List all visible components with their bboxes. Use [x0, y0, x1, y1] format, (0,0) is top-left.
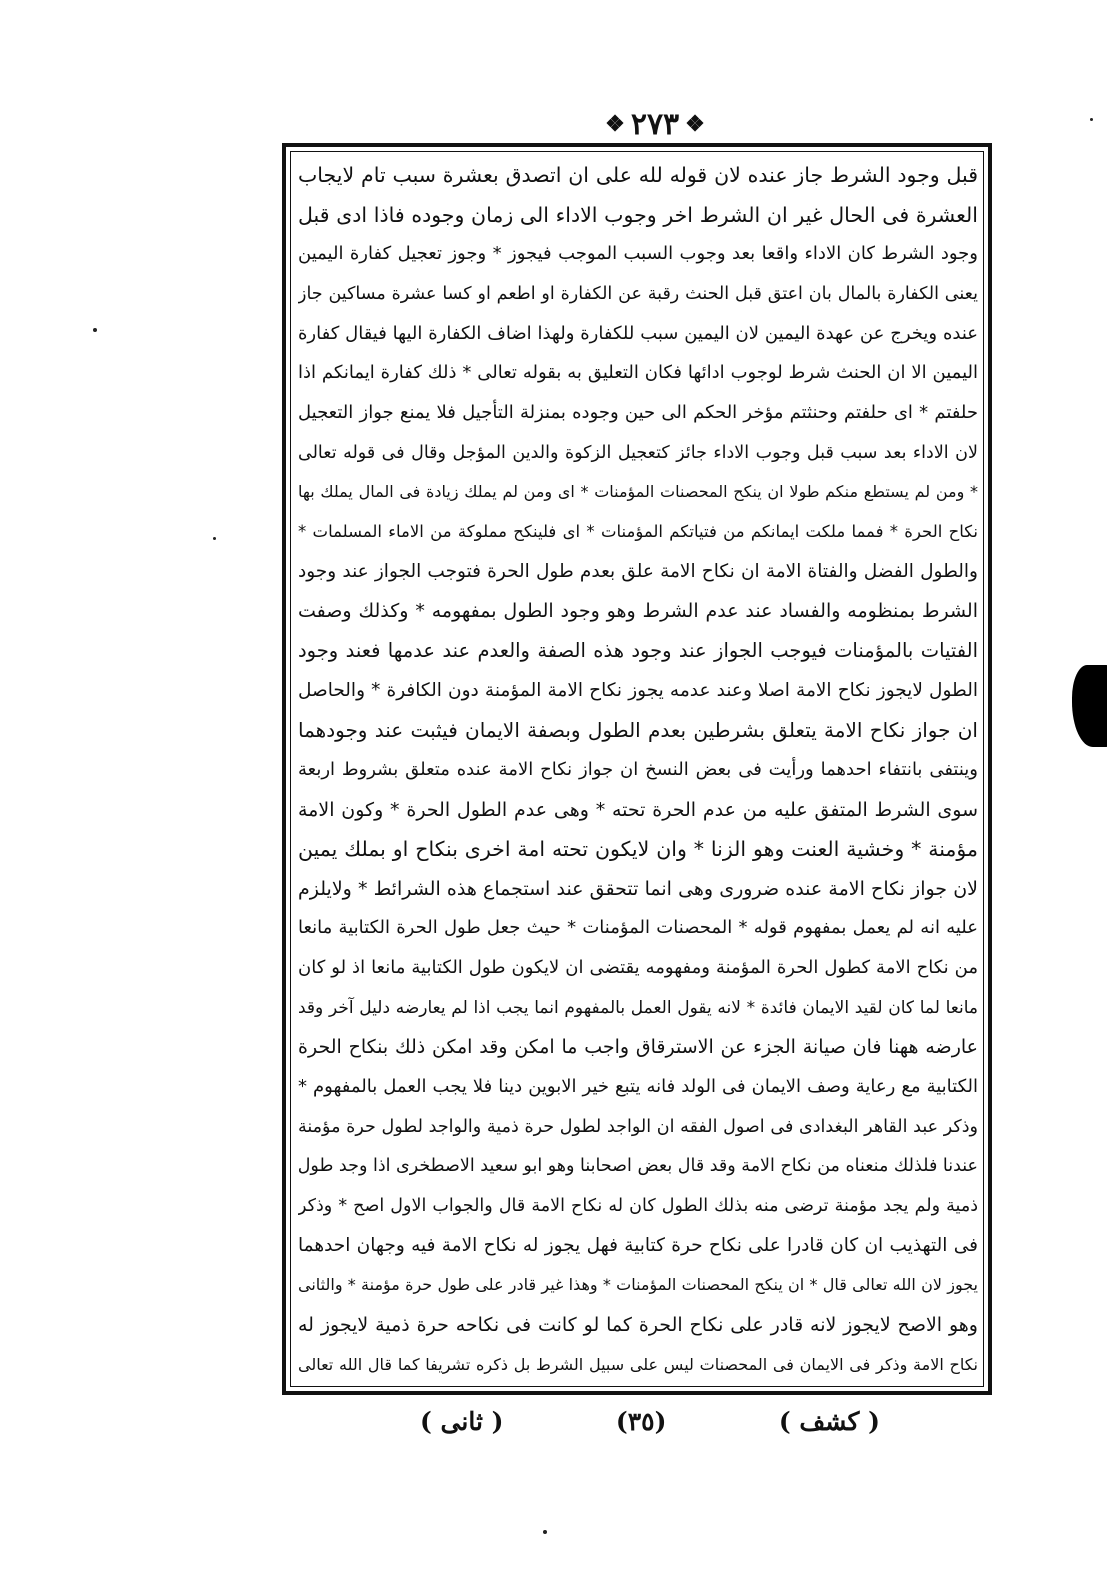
text-line: لان جواز نكاح الامة عنده ضروری وهی انما تتحقق عند استجماع هذه الشرائط * ولايلزم — [298, 877, 978, 900]
scan-speck — [93, 328, 97, 332]
scan-speck — [213, 537, 216, 540]
text-body — [298, 156, 978, 1384]
text-line: لان الاداء بعد سبب قبل وجوب الاداء جائز كتعجيل الزكوة والدين المؤجل وقال فی قوله تعالی — [298, 442, 978, 463]
text-line: وهو الاصح لايجوز لانه قادر علی نكاح الحرة كما لو كانت فی نكاحه حرة ذمية لايجوز له — [298, 1314, 978, 1337]
text-line: مؤمنة * وخشية العنت وهو الزنا * وان لايكون تحته امة اخری بنكاح او بملك يمين — [298, 837, 978, 862]
text-line: وجود الشرط كان الاداء واقعا بعد وجوب السبب الموجب فيجوز * وجوز تعجيل كفارة اليمين — [298, 243, 978, 265]
text-line: عنده ويخرج عن عهدة اليمين لان اليمين سبب للكفارة ولهذا اضاف الكفارة اليها فيقال كفارة — [298, 322, 978, 344]
text-line: الطول لايجوز نكاح الامة اصلا وعند عدمه يجوز نكاح الامة المؤمنة دون الكافرة * والحاصل — [298, 679, 978, 701]
text-line: نكاح الامة وذكر فی الايمان فی المحصنات ليس علی سبيل الشرط بل ذكره تشريفا كما قال الله تعالی — [298, 1354, 978, 1374]
text-line: ان جواز نكاح الامة يتعلق بشرطين بعدم الطول وبصفة الايمان فيثبت عند وجودهما — [298, 718, 978, 743]
text-line: نكاح الحرة * فمما ملكت ايمانكم من فتياتكم المؤمنات * ای فلينكح مملوكة من الاماء المسلمات * — [298, 521, 978, 541]
text-line: وذكر عبد القاهر البغدادی فی اصول الفقه ان الواجد لطول حرة ذمية والواجد لطول حرة مؤمنة — [298, 1116, 978, 1137]
page-number — [600, 104, 710, 144]
page-number-text: ٢٧٣ — [630, 106, 680, 142]
text-line: الكتابية مع رعاية وصف الايمان فی الولد فانه يتبع خير الابوين دينا فلا يجب العمل بالمفهوم * — [298, 1076, 978, 1098]
ink-blot — [1072, 665, 1107, 747]
scan-speck — [1090, 118, 1093, 121]
text-line: سوی الشرط المتفق عليه من عدم الحرة تحته * وهی عدم الطول الحرة * وكون الامة — [298, 798, 978, 821]
ornament-right-icon: ❖ — [685, 111, 705, 137]
text-line: يعنی الكفارة بالمال بان اعتق قبل الحنث رقبة عن الكفارة او اطعم او كسا عشرة مساكين جاز — [298, 283, 978, 304]
scan-speck — [543, 1530, 547, 1534]
text-line: الفتيات بالمؤمنات فيوجب الجواز عند وجود هذه الصفة والعدم عند عدمها فعند وجود — [298, 638, 978, 662]
text-line: وينتفی بانتفاء احدهما ورأيت فی بعض النسخ ان جواز نكاح الامة عنده متعلق بشروط اربعة — [298, 758, 978, 780]
footer — [420, 1400, 880, 1442]
footer-book-title: ( كشف ) — [778, 1406, 880, 1436]
footer-volume: ( ثانی ) — [420, 1406, 504, 1436]
text-line: عندنا فلذلك منعناه من نكاح الامة وقد قال بعض اصحابنا وهو ابو سعيد الاصطخری اذا وجد طول — [298, 1156, 978, 1177]
text-line: الشرط بمنظومه والفساد عند عدم الشرط وهو وجود الطول بمفهومه * وكذلك وصفت — [298, 600, 978, 623]
ornament-left-icon: ❖ — [605, 111, 625, 137]
footer-sheet-number: (٣٥) — [615, 1406, 667, 1436]
text-line: فی التهذيب ان كان قادرا علی نكاح حرة كتابية فهل يجوز له نكاح الامة فيه وجهان احدهما — [298, 1234, 978, 1256]
text-line: عليه انه لم يعمل بمفهوم قوله * المحصنات المؤمنات * حيث جعل طول الحرة الكتابية مانعا — [298, 917, 978, 939]
text-line: من نكاح الامة كطول الحرة المؤمنة ومفهومه يقتضی ان لايكون طول الكتابية مانعا اذ لو كان — [298, 957, 978, 979]
text-line: * ومن لم يستطع منكم طولا ان ينكح المحصنات المؤمنات * ای ومن لم يملك زيادة فی المال يملك بها — [298, 482, 978, 502]
text-line: اليمين الا ان الحنث شرط لوجوب ادائها فكان التعليق به بقوله تعالی * ذلك كفارة ايمانكم اذا — [298, 362, 978, 384]
text-line: العشرة فی الحال غير ان الشرط اخر وجوب الاداء الی زمان وجوده فاذا ادی قبل — [298, 202, 978, 227]
text-line: ذمية ولم يجد مؤمنة ترضی منه بذلك الطول كان له نكاح الامة قال والجواب الاول اصح * وذكر — [298, 1196, 978, 1217]
text-line: يجوز لان الله تعالی قال * ان ينكح المحصنات المؤمنات * وهذا غير قادر علی طول حرة مؤمنة * والثانی — [298, 1275, 978, 1295]
text-line: عارضه ههنا فان صيانة الجزء عن الاسترقاق واجب ما امكن وقد امكن ذلك بنكاح الحرة — [298, 1036, 978, 1059]
text-line: والطول الفضل والفتاة الامة ان نكاح الامة علق بعدم طول الحرة فتوجب الجواز عند وجود — [298, 560, 978, 582]
text-line: مانعا لما كان لقيد الايمان فائدة * لانه يقول العمل بالمفهوم انما يجب اذا لم يعارضه دليل آخر وقد — [298, 997, 978, 1018]
text-line: حلفتم * ای حلفتم وحنثتم مؤخر الحكم الی حين وجوده بمنزلة التأجيل فلا يمنع جواز التعجيل — [298, 401, 978, 423]
text-line: قبل وجود الشرط جاز عنده لان قوله لله علی ان اتصدق بعشرة سبب تام لايجاب — [298, 163, 978, 187]
